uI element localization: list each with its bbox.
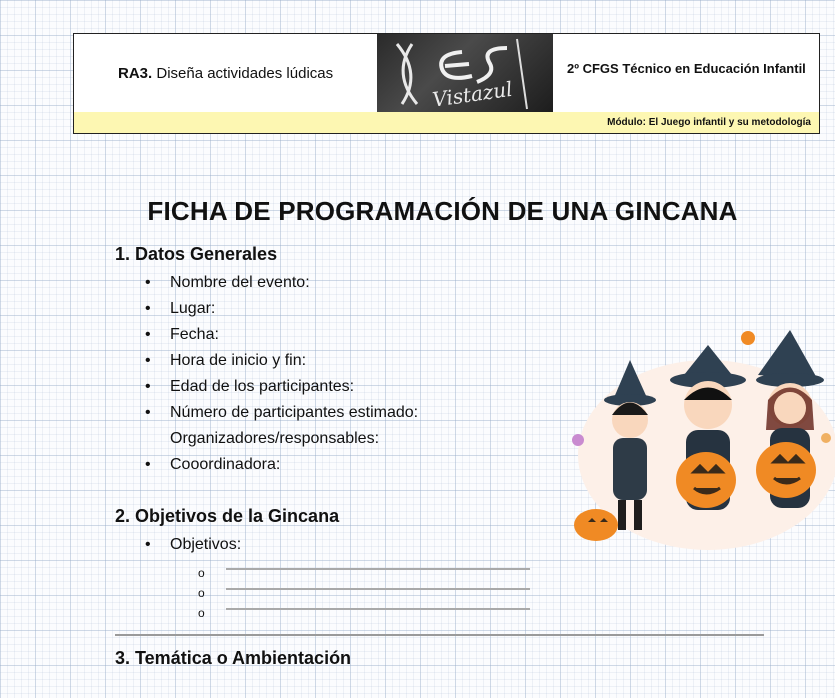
fill-line: [226, 588, 530, 590]
bullet-icon: •: [145, 378, 151, 395]
section-heading-theme: 3. Temática o Ambientación: [115, 648, 352, 668]
circle-bullet-icon: o: [198, 566, 205, 580]
circle-bullet-icon: o: [198, 586, 205, 600]
page-title: FICHA DE PROGRAMACIÓN DE UNA GINCANA: [147, 196, 738, 226]
bullet-icon: •: [145, 326, 151, 343]
field-label: Objetivos:: [170, 536, 242, 553]
field-label: Cooordinadora:: [170, 456, 281, 473]
bullet-icon: •: [145, 456, 151, 473]
field-label: Número de participantes estimado:: [170, 404, 419, 421]
bullet-icon: •: [145, 352, 151, 369]
learning-outcome: [118, 65, 333, 82]
list-item: [145, 374, 418, 400]
halloween-kids-illustration: [568, 320, 835, 552]
fill-line: [226, 608, 530, 610]
field-label: Nombre del evento:: [170, 274, 310, 291]
bullet-icon: •: [145, 404, 151, 421]
school-logo: [377, 34, 553, 112]
list-item: [145, 532, 241, 558]
bullet-icon: •: [145, 300, 151, 317]
field-label: Organizadores/responsables:: [170, 430, 380, 447]
list-item: [145, 322, 418, 348]
field-label: Edad de los participantes:: [170, 378, 355, 395]
ra-text: Diseña actividades lúdicas: [156, 65, 334, 82]
ra-code: RA3.: [118, 65, 153, 82]
section-divider: [115, 634, 764, 636]
field-label: Fecha:: [170, 326, 219, 343]
list-item: [145, 348, 418, 374]
section-heading-objectives: 2. Objetivos de la Gincana: [115, 506, 340, 526]
module-name: Módulo: El Juego infantil y su metodología: [607, 117, 811, 128]
module-band: [74, 112, 819, 133]
document-header: [73, 33, 820, 134]
list-item: [145, 270, 418, 296]
objectives-list: [145, 532, 241, 558]
field-label: Hora de inicio y fin:: [170, 352, 307, 369]
section-heading-general: 1. Datos Generales: [115, 244, 278, 264]
logo-text: Vistazul: [430, 76, 514, 112]
list-item: [145, 452, 418, 478]
bullet-icon: •: [145, 536, 151, 553]
field-label: Lugar:: [170, 300, 216, 317]
list-item: [145, 296, 418, 322]
bullet-icon: •: [145, 274, 151, 291]
list-item: [145, 400, 418, 426]
fill-line: [226, 568, 530, 570]
circle-bullet-icon: o: [198, 606, 205, 620]
list-item: [145, 426, 418, 452]
course-name: 2º CFGS Técnico en Educación Infantil: [567, 61, 806, 76]
general-data-list: [145, 270, 418, 478]
